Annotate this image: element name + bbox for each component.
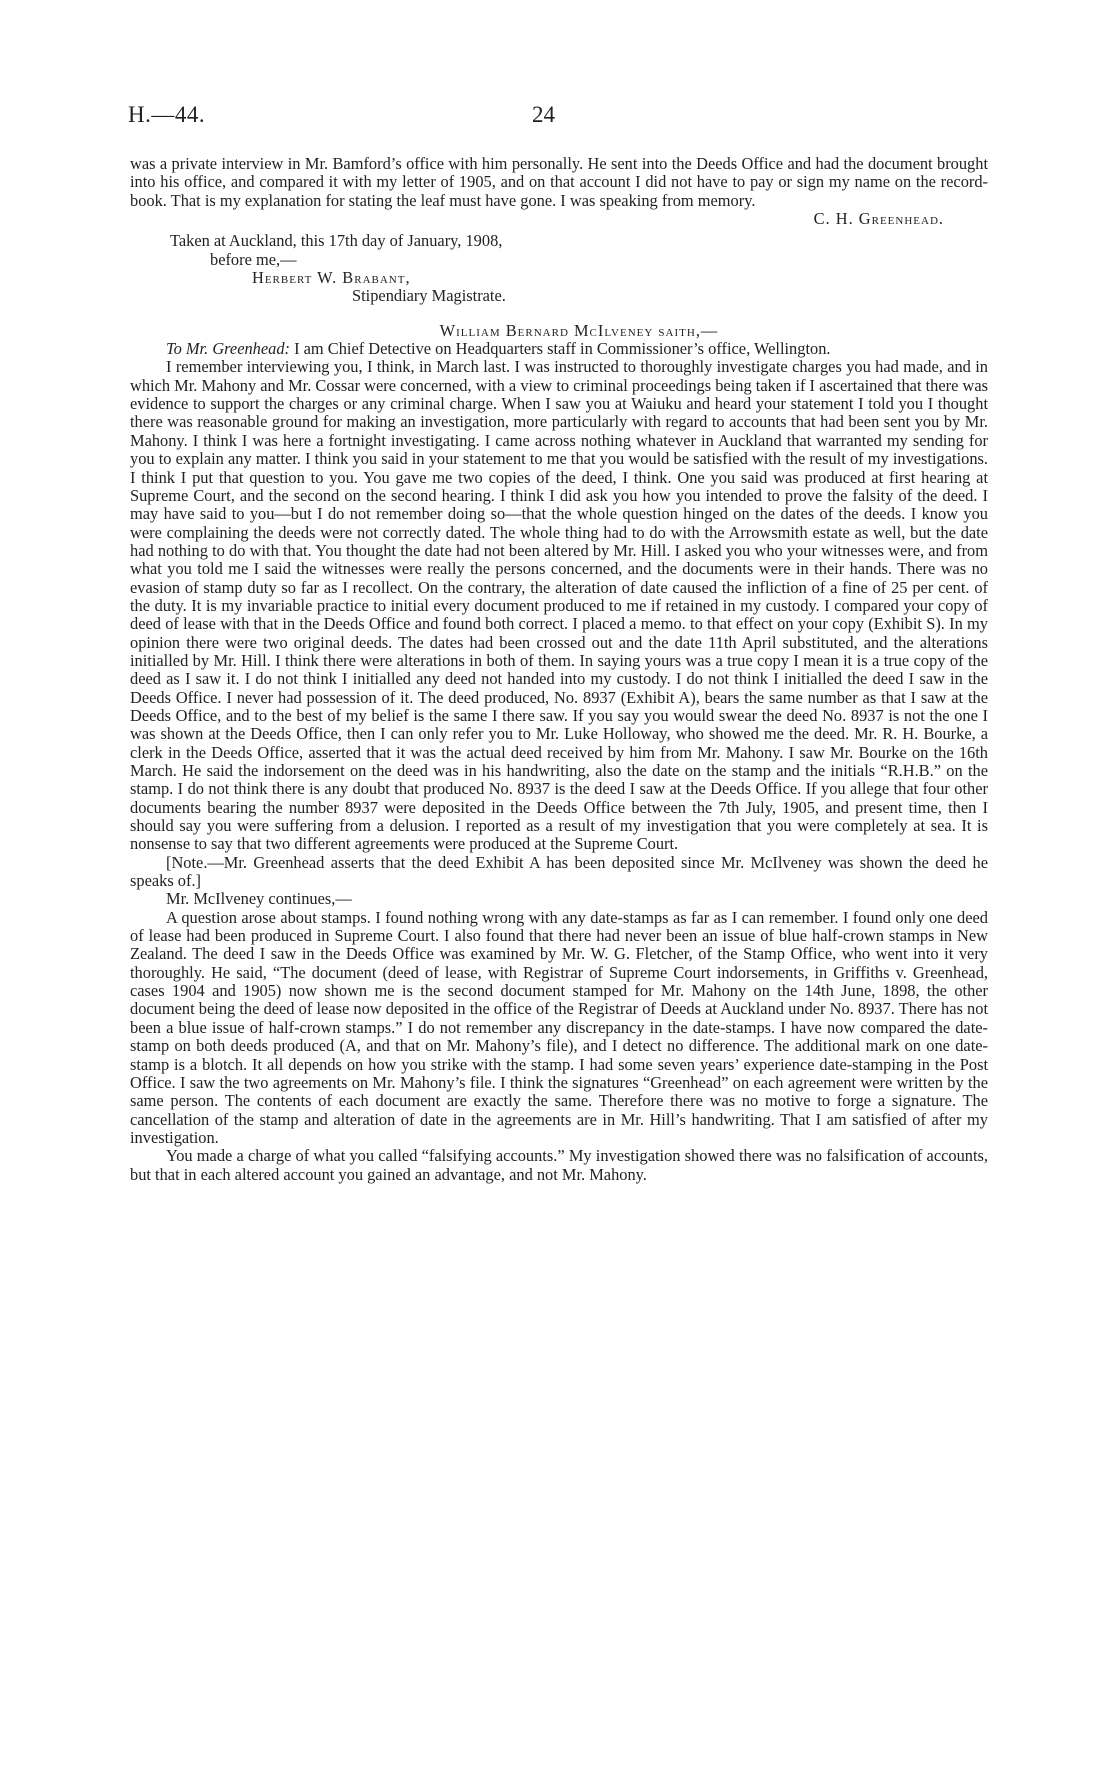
signature-greenhead: C. H. Greenhead. xyxy=(813,209,944,229)
testimony-paragraph-4: You made a charge of what you called “falsifying accounts.” My investigation showed there was no falsification of accounts, but that in each altered account you gained an advantage, and not Mr. Mahony. xyxy=(130,1146,988,1184)
document-body xyxy=(130,155,988,1184)
jurat-before-me: before me,— xyxy=(210,249,297,269)
addressee: To Mr. Greenhead: xyxy=(166,339,290,359)
intro-paragraph: was a private interview in Mr. Bamford’s office with him personally. He sent into the Deeds Office and had the document brought into his office, and compared it with my letter of 1905, and on that account I did not have to pay or sign my name on the record-book. That is my explanation for stating the leaf must have gone. I was speaking from memory. xyxy=(130,154,988,210)
testimony-paragraph-1-text: I am Chief Detective on Headquarters staff in Commissioner’s office, Wellington. xyxy=(289,339,831,359)
page-header xyxy=(0,102,1114,138)
magistrate-name: Herbert W. Brabant, xyxy=(252,268,411,288)
testimony-paragraph-1 xyxy=(130,340,988,358)
witness-heading: William Bernard McIlveney saith,— xyxy=(439,320,719,340)
jurat-place-date: Taken at Auckland, this 17th day of January, 1908, xyxy=(170,231,503,251)
page-number: 24 xyxy=(532,102,555,127)
editorial-note: [Note.—Mr. Greenhead asserts that the deed Exhibit A has been deposited since Mr. McIlveney was shown the deed he speaks of.] xyxy=(130,852,988,891)
testimony-paragraph-2: I remember interviewing you, I think, in March last. I was instructed to thoroughly investigate charges you had made, and in which Mr. Mahony and Mr. Cossar were concerned, with a view to criminal proceedings being taken if I ascertained that there was evidence to support the charges or any criminal charge. When I saw you at Waiuku and heard your statement I told you I thought there was reasonable ground for making an investigation, more particularly with regard to accounts that had been sent you by Mr. Mahony. I think I was here a fortnight investigating. I came across nothing whatever in Auckland that warranted my sending for you to explain any matter. I think you said in your statement to me that you would be satisfied with the result of my investigations. I think I put that question to you. You gave me two copies of the deed, I think. One you said was produced at first hearing at Supreme Court, and the second on the second hearing. I think I did ask you how you intended to prove the falsity of the deed. I may have said to you—but I do not remember doing so—that the whole question hinged on the dates of the deeds. I know you were complaining the deeds were not correctly dated. The whole thing had to do with the Arrowsmith estate as well, but the date had nothing to do with that. You thought the date had not been altered by Mr. Hill. I asked you who your witnesses were, and from what you told me I said the witnesses were really the persons concerned, and the documents were in their hands. There was no evasion of stamp duty so far as I recollect. On the contrary, the alteration of date caused the infliction of a fine of 25 per cent. of the duty. It is my invariable practice to initial every document produced to me if retained in my custody. I compared your copy of deed of lease with that in the Deeds Office and found both correct. I placed a memo. to that effect on your copy (Exhibit S). In my opinion there were two original deeds. The dates had been crossed out and the date 11th April substituted, and the alterations initialled by Mr. Hill. I think there were alterations in both of them. In saying yours was a true copy I mean it is a true copy of the deed as I saw it. I do not think I initialled any deed not handed into my custody. I do not think I initialled the deed I saw in the Deeds Office. I never had possession of it. The deed produced, No. 8937 (Exhibit A), bears the same number as that I saw at the Deeds Office, and to the best of my belief is the same I there saw. If you say you would swear the deed No. 8937 is not the one I was shown at the Deeds Office, then I can only refer you to Mr. Luke Holloway, who showed me the deed. Mr. R. H. Bourke, a clerk in the Deeds Office, asserted that it was the actual deed received by him from Mr. Mahony. I saw Mr. Bourke on the 16th March. He said the indorsement on the deed was in his handwriting, also the date on the stamp and the initials “R.H.B.” on the stamp. I do not think there is any doubt that produced No. 8937 is the deed I saw at the Deeds Office. If you allege that four other documents bearing the number 8937 were deposited in the Deeds Office between the 7th July, 1905, and present time, then I should say you were suffering from a delusion. I reported as a result of my investigation that you were completely at sea. It is nonsense to say that two different agreements were produced at the Supreme Court. xyxy=(130,357,988,854)
testimony-paragraph-3: A question arose about stamps. I found nothing wrong with any date-stamps as far as I can remember. I found only one deed of lease had been produced in Supreme Court. I also found that there had never been an issue of blue half-crown stamps in New Zealand. The deed I saw in the Deeds Office was examined by Mr. W. G. Fletcher, of the Stamp Office, who went into it very thoroughly. He said, “The document (deed of lease, with Registrar of Supreme Court indorsements, in Griffiths v. Greenhead, cases 1904 and 1905) now shown me is the second document stamped for Mr. Mahony on the 14th June, 1898, the other document being the deed of lease now deposited in the office of the Registrar of Deeds at Auckland under No. 8937. There has not been a blue issue of half-crown stamps.” I do not remember any discrepancy in the date-stamps. I have now compared the date-stamp on both deeds produced (A, and that on Mr. Mahony’s file), and I detect no difference. The additional mark on one date-stamp is a blotch. It all depends on how you strike with the stamp. I had some seven years’ experience date-stamping in the Post Office. I saw the two agreements on Mr. Mahony’s file. I think the signatures “Greenhead” on each agreement were written by the same person. The contents of each document are exactly the same. Therefore there was no motive to forge a signature. The cancellation of the stamp and alteration of date in the agreements are in Mr. Hill’s handwriting. That I am satisfied of after my investigation. xyxy=(130,907,988,1147)
magistrate-title: Stipendiary Magistrate. xyxy=(352,286,506,306)
parliamentary-paper-reference: H.—44. xyxy=(128,102,206,127)
continues-line: Mr. McIlveney continues,— xyxy=(166,889,352,909)
